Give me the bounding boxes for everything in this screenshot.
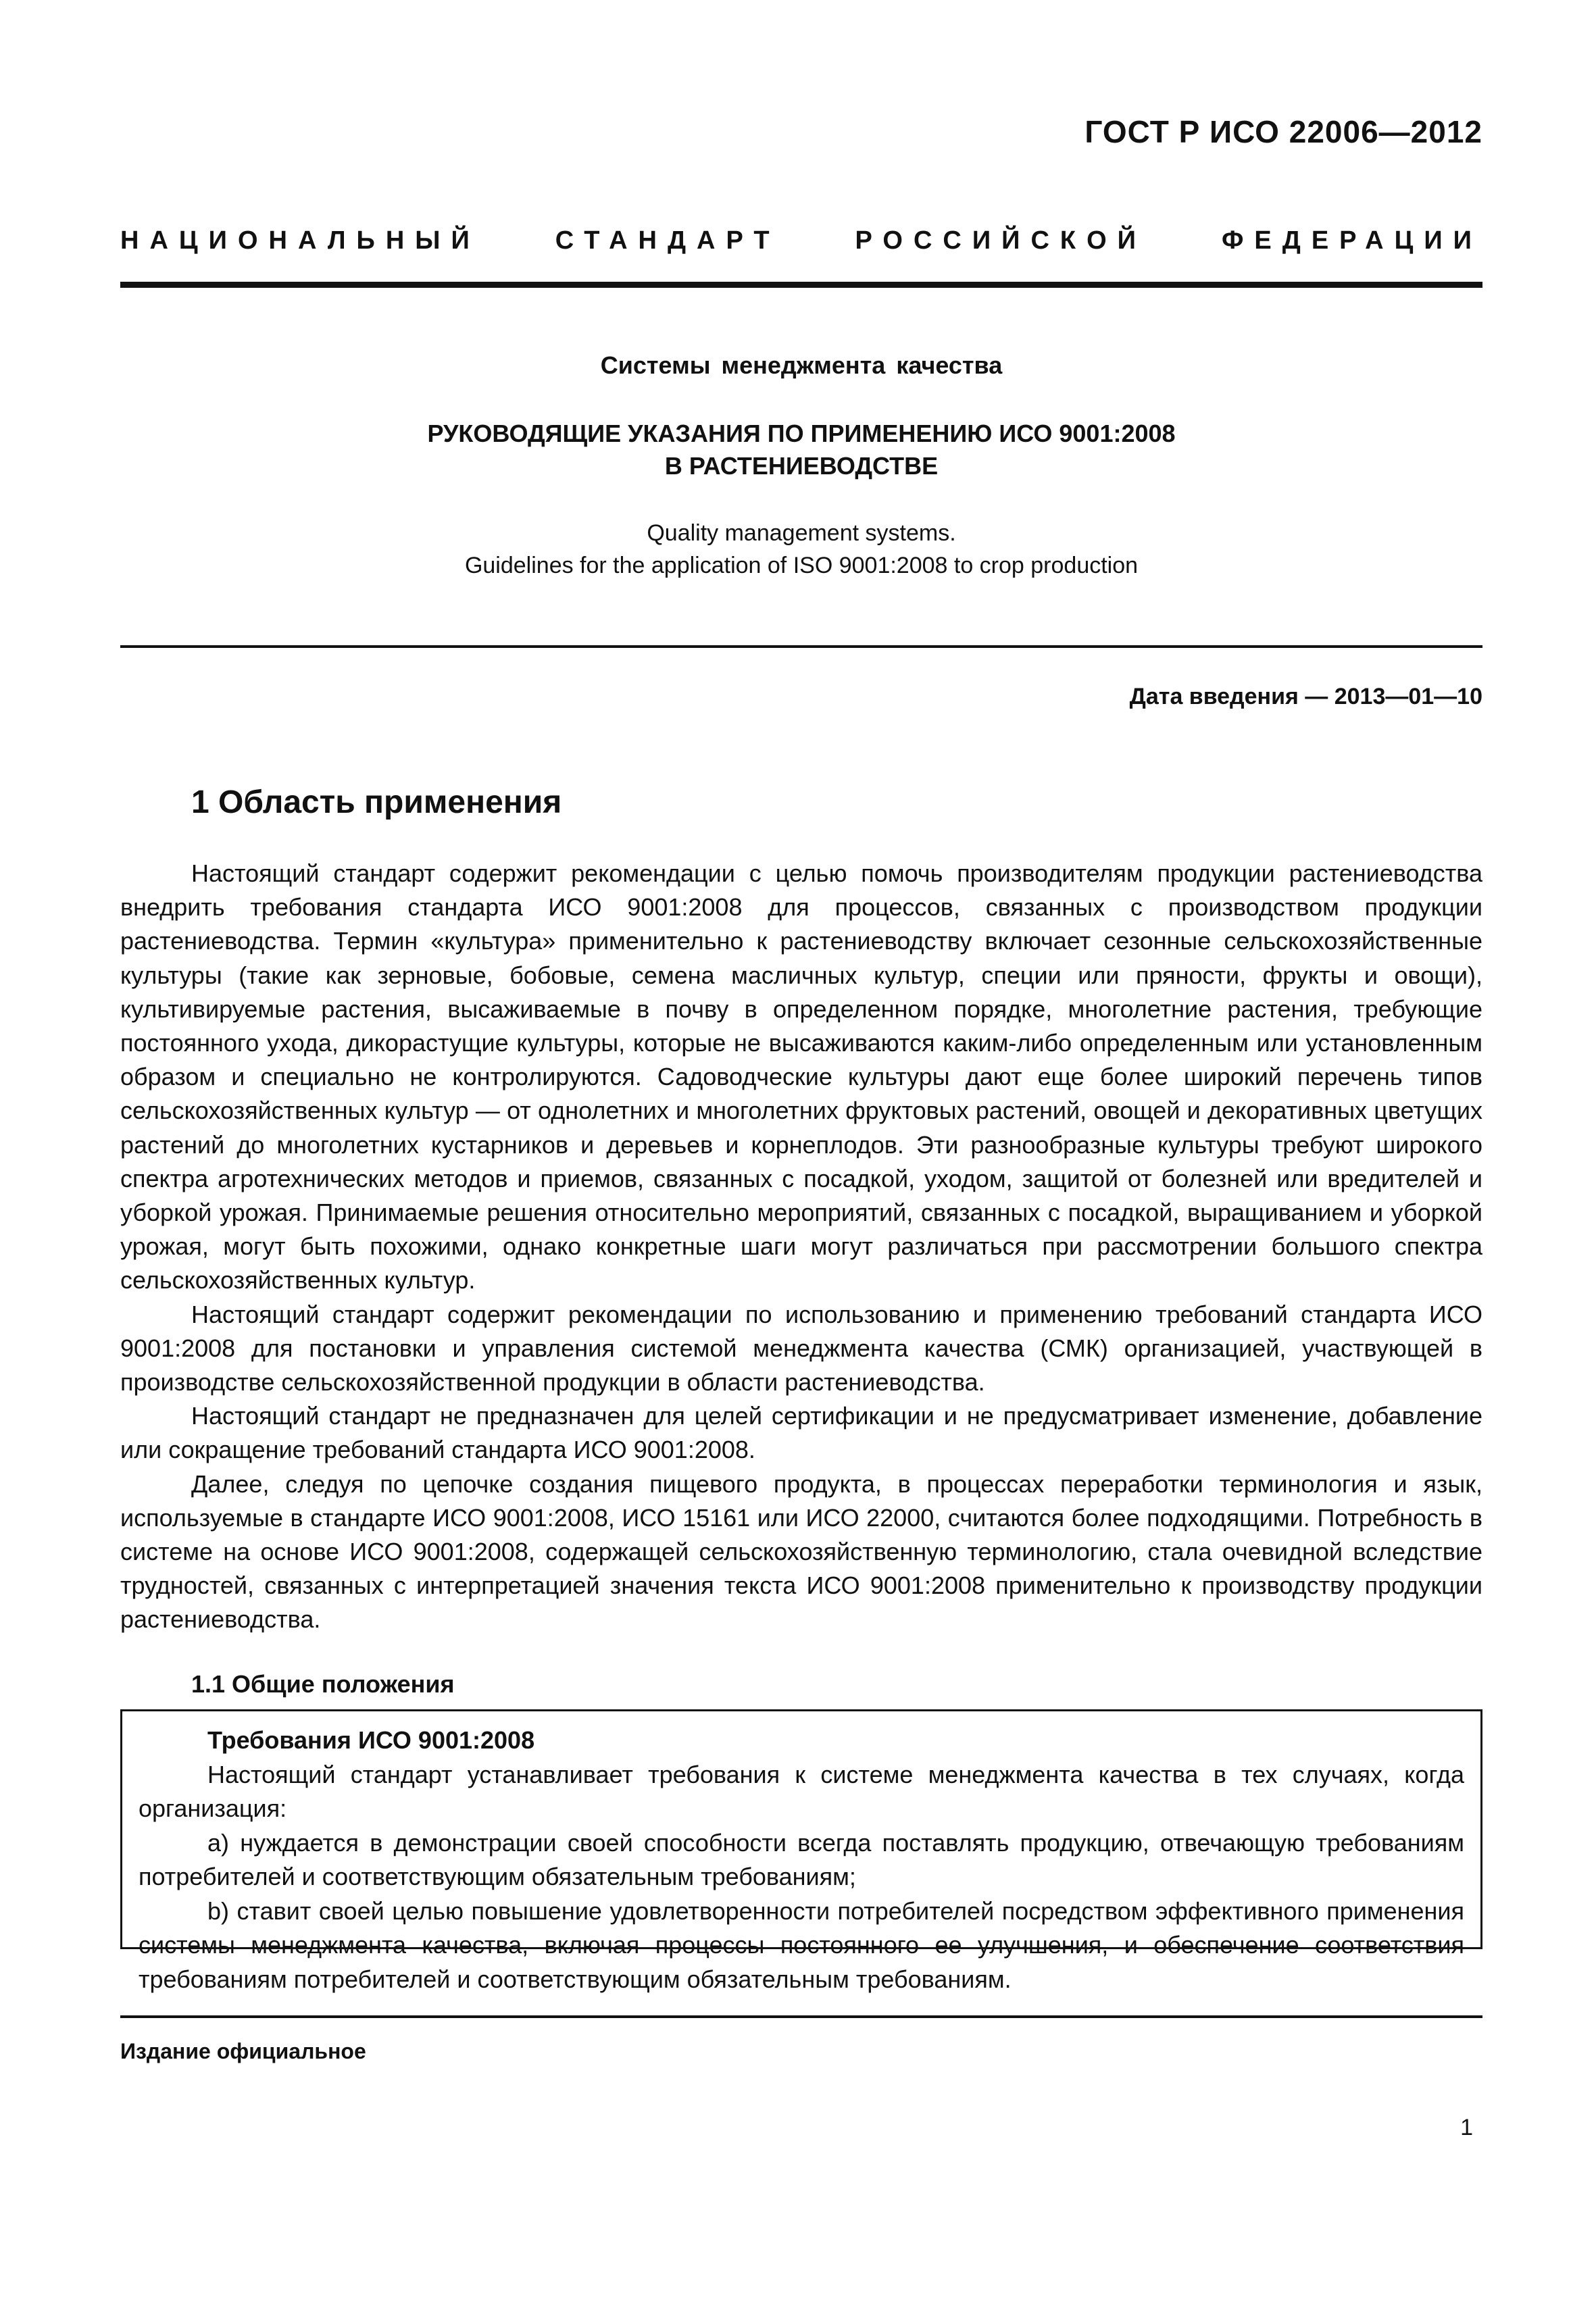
national-standard-banner: НАЦИОНАЛЬНЫЙ СТАНДАРТ РОССИЙСКОЙ ФЕДЕРАЦИИ [120, 226, 1482, 255]
paragraph: Настоящий стандарт содержит рекомендации с целью помочь производителям продукции растениеводства внедрить требования стандарта ИСО 9001:2008 для процессов, связанных с производством продукции растениеводства. Термин «культура» применительно к растениеводству включает сезонные сельскохозяйственные культуры (такие как зерновые, бобовые, семена масличных культур, специи или пряности, фрукты и овощи), культивируемые растения, высаживаемые в почву в определенном порядке, многолетние растения, требующие постоянного ухода, дикорастущие культуры, которые не высаживаются каким-либо определенным или установленным образом и специально не контролируются. Садоводческие культуры дают еще более широкий перечень типов сельскохозяйственных культур — от однолетних и многолетних фруктовых растений, овощей и декоративных цветущих растений до многолетних кустарников и деревьев и корнеплодов. Эти разнообразные культуры требуют широкого спектра агротехнических методов и приемов, связанных с посадкой, уходом, защитой от болезней или вредителей и уборкой урожая. Принимаемые решения относительно мероприятий, связанных с посадкой, выращиванием и уборкой урожая, могут быть похожими, однако конкретные шаги могут различаться при рассмотрении большого спектра сельскохозяйственных культур. [120, 859, 1482, 1294]
paragraph: Настоящий стандарт не предназначен для целей сертификации и не предусматривает изменение, добавление или сокращение требований стандарта ИСО 9001:2008. [120, 1402, 1482, 1464]
edition-label: Издание официальное [120, 2039, 366, 2063]
gost-identifier: ГОСТ Р ИСО 22006—2012 [1084, 114, 1482, 149]
subsection-heading: 1.1 Общие положения [191, 1670, 455, 1698]
document-title [120, 418, 1482, 482]
english-title-line-1: Quality management systems. [647, 520, 956, 546]
english-title-line-2: Guidelines for the application of ISO 9001:2008 to crop production [464, 553, 1139, 578]
section-body [120, 857, 1482, 1637]
requirements-box [120, 1709, 1482, 1993]
requirements-intro: Настоящий стандарт устанавливает требования к системе менеджмента качества в тех случаях, когда организация: [139, 1760, 1464, 1822]
header-divider [120, 282, 1482, 288]
footer-divider [120, 2015, 1482, 2018]
requirements-box-title: Требования ИСО 9001:2008 [207, 1726, 535, 1754]
paragraph: Далее, следуя по цепочке создания пищевого продукта, в процессах переработки терминология и язык, используемые в стандарте ИСО 9001:2008, ИСО 15161 или ИСО 22000, считаются более подходящими. Потребность в системе на основе ИСО 9001:2008, содержащей сельскохозяйственную терминологию, стала очевидной вследствие трудностей, связанных с интерпретацией значения текста ИСО 9001:2008 применительно к производству продукции растениеводства. [120, 1469, 1482, 1634]
english-title [120, 517, 1482, 582]
requirement-item-a: a) нуждается в демонстрации своей способности всегда поставлять продукцию, отвечающую требованиям потребителей и соответствующим обязательным требованиям; [139, 1828, 1464, 1890]
introduction-date: Дата введения — 2013—01—10 [1129, 684, 1482, 709]
page-number: 1 [1460, 2115, 1473, 2140]
document-subject: Системы менеджмента качества [600, 351, 1003, 379]
requirement-item-b: b) ставит своей целью повышение удовлетворенности потребителей посредством эффективного применения системы менеджмента качества, включая процессы постоянного ее улучшения, и обеспечение соответствия требованиям потребителей и соответствующим обязательным требованиям. [139, 1896, 1464, 1993]
paragraph: Настоящий стандарт содержит рекомендации по использованию и применению требований стандарта ИСО 9001:2008 для постановки и управления системой менеджмента качества (СМК) организацией, участвующей в производстве сельскохозяйственной продукции в области растениеводства. [120, 1300, 1482, 1397]
title-divider [120, 645, 1482, 648]
title-line-2: В РАСТЕНИЕВОДСТВЕ [664, 452, 939, 480]
section-heading: 1 Область применения [191, 784, 562, 820]
title-line-1: РУКОВОДЯЩИЕ УКАЗАНИЯ ПО ПРИМЕНЕНИЮ ИСО 9001:2008 [427, 420, 1176, 447]
